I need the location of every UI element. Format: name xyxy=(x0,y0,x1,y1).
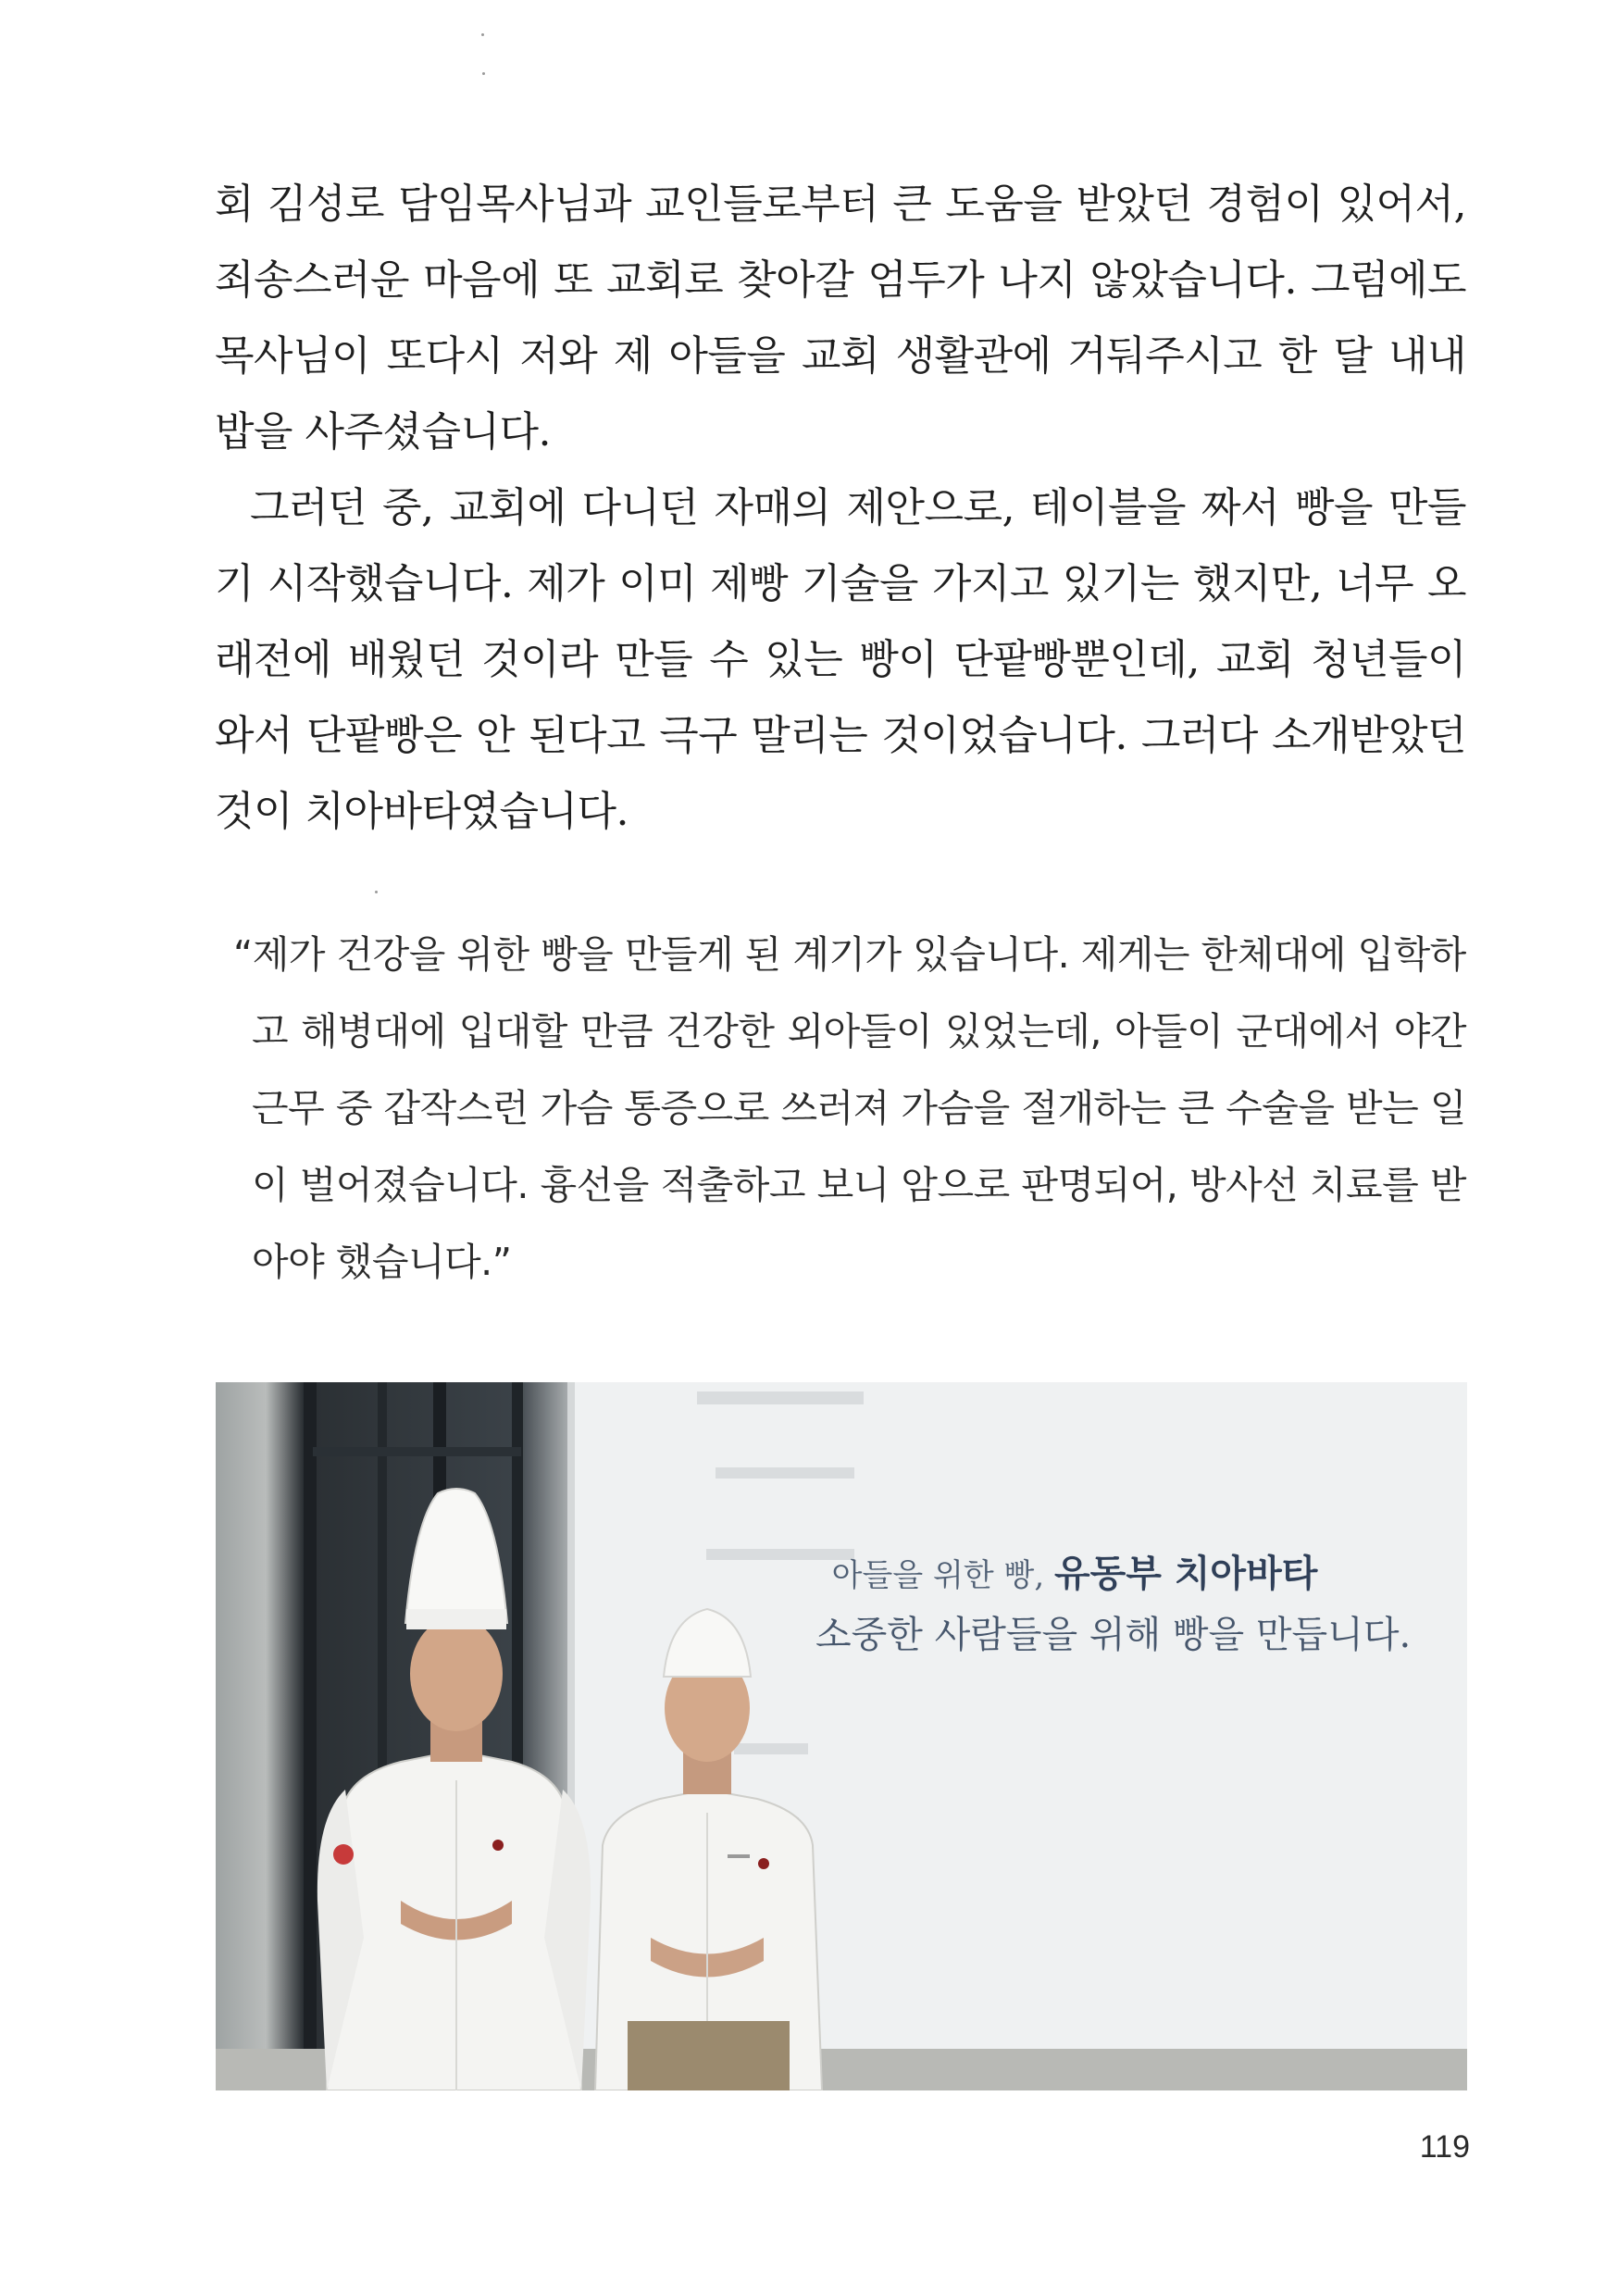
photo-illustration xyxy=(216,1382,1467,2090)
caption-lead: 아들을 위한 빵, xyxy=(831,1557,1054,1594)
scan-speck xyxy=(481,33,484,36)
caption-line-1 xyxy=(815,1544,1334,1605)
paragraph: 그러던 중, 교회에 다니던 자매의 제안으로, 테이블을 짜서 빵을 만들기 시작했습니다. 제가 이미 제빵 기술을 가지고 있기는 했지만, 너무 오래전에 배웠던 것이라 만들 수 있는 빵이 단팥빵뿐인데, 교회 청년들이 와서 단팥빵은 안 된다고 극구 말리는 것이었습니다. 그러다 소개받았던 것이 치아바타였습니다. xyxy=(215,484,1466,835)
sign-caption xyxy=(815,1544,1412,1665)
caption-line-2: 소중한 사람들을 위해 빵을 만듭니다. xyxy=(815,1614,1412,1656)
body-text xyxy=(215,167,1466,850)
quote-continuation: 고 해병대에 입대할 만큼 건강한 외아들이 있었는데, 아들이 군대에서 야간 근무 중 갑작스런 가슴 통증으로 쓰러져 가슴을 절개하는 큰 수술을 받는 일이 벌어졌습니다. 흉선을 적출하고 보니 암으로 판명되어, 방사선 치료를 받아야 했습니다.” xyxy=(252,1009,1466,1284)
page-number: 119 xyxy=(1419,2129,1470,2165)
caption-brand: 유동부 치아바타 xyxy=(1053,1552,1318,1595)
scan-speck xyxy=(375,891,378,893)
paragraph: 회 김성로 담임목사님과 교인들로부터 큰 도움을 받았던 경험이 있어서, 죄송스러운 마음에 또 교회로 찾아갈 엄두가 나지 않았습니다. 그럼에도 목사님이 또다시 저와 제 아들을 교회 생활관에 거둬주시고 한 달 내내 밥을 사주셨습니다. xyxy=(215,181,1466,455)
scan-speck xyxy=(482,72,485,75)
chef-left xyxy=(317,1489,591,2090)
quote-opening-line: “제가 건강을 위한 빵을 만들게 된 계기가 있습니다. 제게는 한체대에 입학하 xyxy=(233,932,1466,977)
quote-block xyxy=(233,917,1466,1301)
bakery-photo xyxy=(216,1382,1467,2090)
